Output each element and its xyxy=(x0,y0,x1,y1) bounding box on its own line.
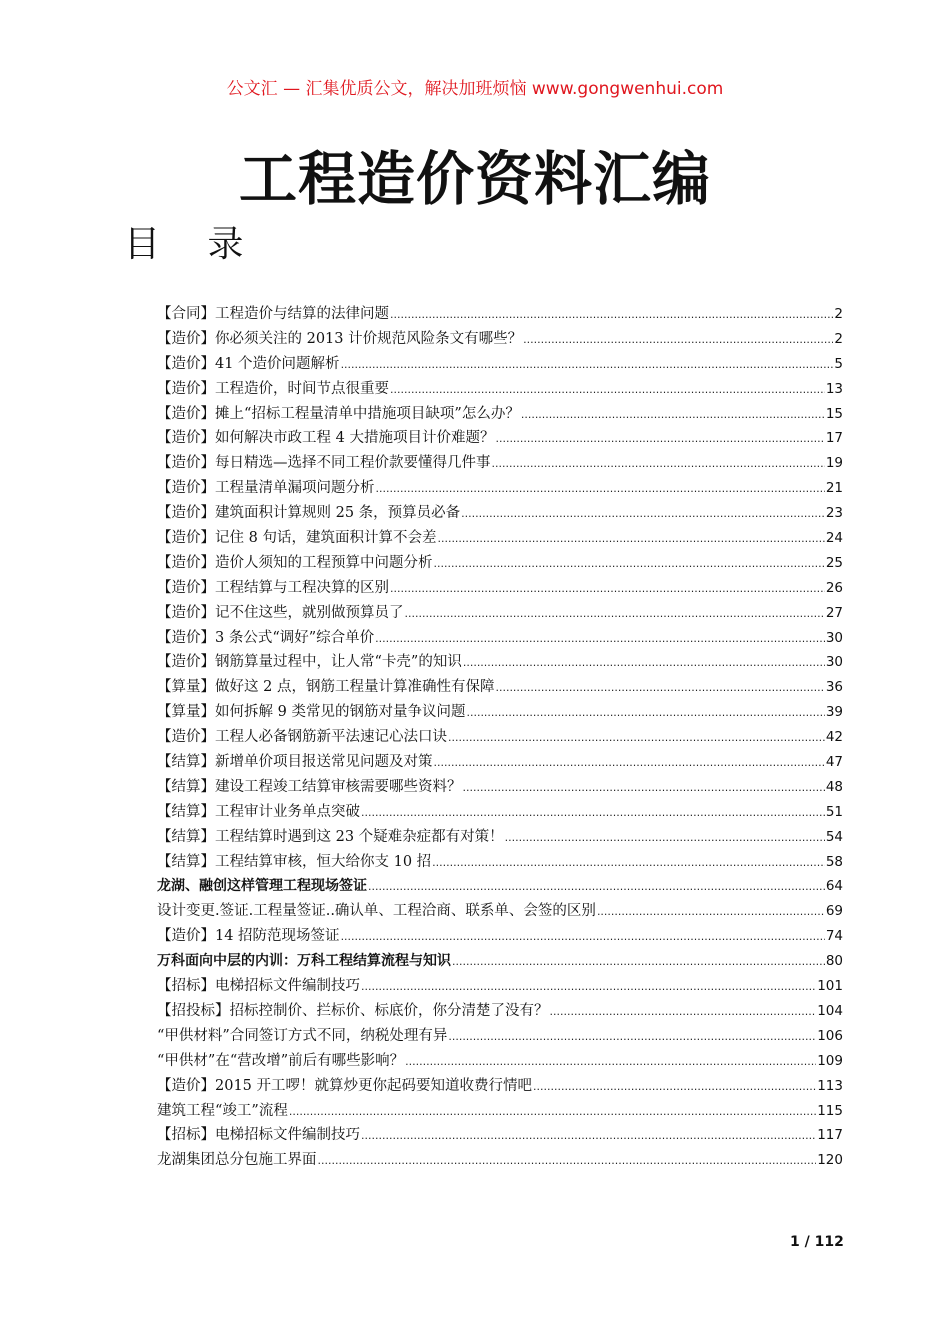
toc-entry[interactable] xyxy=(157,825,843,850)
toc-entry[interactable] xyxy=(157,949,843,974)
toc-entry[interactable] xyxy=(157,526,843,551)
toc-entry-title[interactable]: 【造价】3 条公式“调好”综合单价 xyxy=(157,629,375,646)
toc-entry-page[interactable]: 25 xyxy=(825,554,843,571)
toc-entry-page[interactable]: 101 xyxy=(817,978,843,995)
toc-entry[interactable] xyxy=(157,476,843,501)
toc-entry-title[interactable]: 【造价】如何解决市政工程 4 大措施项目计价难题？ xyxy=(157,430,495,447)
toc-entry-title[interactable]: 【造价】工程人必备钢筋新平法速记心法口诀 xyxy=(157,729,447,746)
toc-dot-leader xyxy=(492,452,825,477)
toc-dot-leader xyxy=(448,726,825,751)
toc-entry[interactable] xyxy=(157,999,843,1024)
toc-dot-leader xyxy=(466,701,824,726)
toc-entry-page[interactable]: 120 xyxy=(817,1152,843,1169)
toc-entry-title[interactable]: 龙湖集团总分包施工界面 xyxy=(157,1152,317,1169)
toc-entry[interactable] xyxy=(157,302,843,327)
toc-entry-page[interactable]: 21 xyxy=(825,480,843,497)
toc-entry-page[interactable]: 15 xyxy=(825,405,843,422)
toc-dot-leader xyxy=(495,427,824,452)
toc-dot-leader xyxy=(390,303,833,328)
toc-dot-leader xyxy=(368,875,825,900)
toc-entry-page[interactable]: 64 xyxy=(825,878,843,895)
page-number: 1 / 112 xyxy=(790,1234,844,1250)
document-title: 工程造价资料汇编 xyxy=(238,145,711,213)
toc-dot-leader xyxy=(505,826,825,851)
toc-dot-leader xyxy=(448,1025,816,1050)
toc-entry[interactable] xyxy=(157,451,843,476)
toc-entry-title[interactable]: 建筑工程“竣工”流程 xyxy=(157,1102,288,1119)
toc-entry-title[interactable]: “甲供材料”合同签订方式不同，纳税处理有异 xyxy=(157,1027,448,1044)
toc-dot-leader xyxy=(405,602,825,627)
toc-entry-page[interactable]: 58 xyxy=(825,853,843,870)
toc-entry[interactable] xyxy=(157,601,843,626)
toc-entry-page[interactable]: 115 xyxy=(817,1102,843,1119)
toc-entry-title[interactable]: 【造价】造价人须知的工程预算中问题分析 xyxy=(157,554,433,571)
toc-entry-title[interactable]: 【招标】电梯招标文件编制技巧 xyxy=(157,978,360,995)
toc-entry-title[interactable]: 【结算】新增单价项目报送常见问题及对策 xyxy=(157,754,433,771)
toc-entry[interactable] xyxy=(157,775,843,800)
toc-entry-page[interactable]: 106 xyxy=(817,1027,843,1044)
toc-entry-title[interactable]: 龙湖、融创这样管理工程现场签证 xyxy=(157,878,367,895)
toc-entry[interactable] xyxy=(157,626,843,651)
toc-entry-page[interactable]: 36 xyxy=(825,679,843,696)
toc-entry-title[interactable]: 【算量】做好这 2 点，钢筋工程量计算准确性有保障 xyxy=(157,679,495,696)
toc-entry[interactable] xyxy=(157,675,843,700)
toc-entry[interactable] xyxy=(157,750,843,775)
toc-entry[interactable] xyxy=(157,1123,843,1148)
toc-entry-title[interactable]: 【造价】14 招防范现场签证 xyxy=(157,928,340,945)
toc-dot-leader xyxy=(463,776,825,801)
toc-dot-leader xyxy=(361,975,816,1000)
toc-dot-leader xyxy=(390,577,825,602)
toc-entry-page[interactable]: 42 xyxy=(825,729,843,746)
toc-dot-leader xyxy=(376,477,825,502)
toc-entry-title[interactable]: 【造价】钢筋算量过程中，让人常“卡壳”的知识 xyxy=(157,654,462,671)
toc-entry[interactable] xyxy=(157,1074,843,1099)
toc-dot-leader xyxy=(341,353,834,378)
toc-entry-title[interactable]: 【结算】工程审计业务单点突破 xyxy=(157,803,360,820)
toc-entry-page[interactable]: 17 xyxy=(825,430,843,447)
toc-entry-title[interactable]: 【造价】工程结算与工程决算的区别 xyxy=(157,579,389,596)
toc-entry-title[interactable]: 【造价】摊上“招标工程量清单中措施项目缺项”怎么办？ xyxy=(157,405,520,422)
toc-entry-page[interactable]: 109 xyxy=(817,1052,843,1069)
toc-entry-page[interactable]: 39 xyxy=(825,704,843,721)
toc-dot-leader xyxy=(405,1050,816,1075)
toc-dot-leader xyxy=(461,502,825,527)
toc-entry[interactable] xyxy=(157,874,843,899)
toc-entry-title[interactable]: 【造价】你必须关注的 2013 计价规范风险条文有哪些？ xyxy=(157,330,523,347)
toc-entry-page[interactable]: 26 xyxy=(825,579,843,596)
toc-dot-leader xyxy=(434,751,825,776)
toc-dot-leader xyxy=(463,651,825,676)
toc-entry-page[interactable]: 30 xyxy=(825,629,843,646)
toc-dot-leader xyxy=(597,900,825,925)
toc-entry-title[interactable]: 【合同】工程造价与结算的法律问题 xyxy=(157,306,389,322)
toc-entry-title[interactable]: 【造价】记不住这些，就别做预算员了 xyxy=(157,604,404,621)
toc-entry-title[interactable]: 万科面向中层的内训：万科工程结算流程与知识 xyxy=(157,953,451,970)
toc-heading: 目 录 xyxy=(124,224,262,265)
toc-dot-leader xyxy=(341,925,825,950)
toc-dot-leader xyxy=(533,1075,816,1100)
toc-entry-title[interactable]: 【结算】工程结算审核，恒大给你支 10 招 xyxy=(157,853,432,870)
toc-dot-leader xyxy=(523,328,833,353)
toc-entry-title[interactable]: 【招投标】招标控制价、拦标价、标底价，你分清楚了没有？ xyxy=(157,1002,549,1019)
toc-entry-title[interactable]: 【结算】工程结算时遇到这 23 个疑难杂症都有对策！ xyxy=(157,828,504,845)
toc-dot-leader xyxy=(390,378,825,403)
toc-entry[interactable] xyxy=(157,800,843,825)
toc-entry-page[interactable]: 69 xyxy=(825,903,843,920)
toc-entry-title[interactable]: 【造价】工程造价，时间节点很重要 xyxy=(157,380,389,397)
toc-entry[interactable] xyxy=(157,1099,843,1124)
toc-dot-leader xyxy=(318,1149,817,1174)
toc-entry-page[interactable]: 23 xyxy=(825,505,843,522)
toc-entry-page[interactable]: 24 xyxy=(825,530,843,547)
toc-entry-title[interactable]: 【造价】41 个造价问题解析 xyxy=(157,355,340,372)
toc-dot-leader xyxy=(434,552,825,577)
toc-entry[interactable] xyxy=(157,899,843,924)
toc-entry-title[interactable]: 【造价】2015 开工啰！就算炒更你起码要知道收费行情吧 xyxy=(157,1077,533,1094)
toc-dot-leader xyxy=(495,676,824,701)
toc-entry[interactable] xyxy=(157,924,843,949)
toc-entry[interactable] xyxy=(157,725,843,750)
toc-entry[interactable] xyxy=(157,1049,843,1074)
toc-entry-page[interactable]: 5 xyxy=(834,355,843,372)
toc-entry-title[interactable]: 【造价】建筑面积计算规则 25 条，预算员必备 xyxy=(157,505,461,522)
toc-entry-title[interactable]: 【招标】电梯招标文件编制技巧 xyxy=(157,1127,360,1144)
toc-dot-leader xyxy=(361,801,825,826)
toc-entry-title[interactable]: 【造价】记住 8 句话，建筑面积计算不会差 xyxy=(157,530,437,547)
toc-entry-page[interactable]: 104 xyxy=(817,1002,843,1019)
toc-entry[interactable] xyxy=(157,850,843,875)
toc-dot-leader xyxy=(375,627,825,652)
toc-entry-title[interactable]: 【造价】工程量清单漏项问题分析 xyxy=(157,480,375,497)
toc-entry[interactable] xyxy=(157,352,843,377)
toc-entry-page[interactable]: 54 xyxy=(825,828,843,845)
toc-entry-page[interactable]: 74 xyxy=(825,928,843,945)
toc-entry[interactable] xyxy=(157,1148,843,1173)
toc-entry-page[interactable]: 2 xyxy=(834,330,843,347)
site-header-banner: 公文汇 — 汇集优质公文，解决加班烦恼 www.gongwenhui.com xyxy=(226,79,724,99)
toc-entry[interactable] xyxy=(157,974,843,999)
toc-entry[interactable] xyxy=(157,426,843,451)
toc-entry[interactable] xyxy=(157,551,843,576)
toc-entry[interactable] xyxy=(157,501,843,526)
toc-entry-page[interactable]: 47 xyxy=(825,754,843,771)
toc-entry-page[interactable]: 48 xyxy=(825,778,843,795)
toc-entry-page[interactable]: 80 xyxy=(825,953,843,970)
toc-dot-leader xyxy=(452,950,825,975)
toc-entry-page[interactable]: 2 xyxy=(834,306,843,322)
toc-entry-page[interactable]: 30 xyxy=(825,654,843,671)
toc-entry[interactable] xyxy=(157,327,843,352)
toc-entry[interactable] xyxy=(157,402,843,427)
toc-entry-page[interactable]: 27 xyxy=(825,604,843,621)
toc-entry-page[interactable]: 113 xyxy=(817,1077,843,1094)
toc-entry-page[interactable]: 117 xyxy=(817,1127,843,1144)
toc-entry[interactable] xyxy=(157,576,843,601)
toc-entry-page[interactable]: 51 xyxy=(825,803,843,820)
toc-dot-leader xyxy=(432,851,825,876)
table-of-contents xyxy=(157,302,843,1173)
toc-entry-title[interactable]: 【结算】建设工程竣工结算审核需要哪些资料？ xyxy=(157,778,462,795)
toc-entry-page[interactable]: 13 xyxy=(825,380,843,397)
toc-entry[interactable] xyxy=(157,700,843,725)
toc-entry-title[interactable]: 【造价】每日精选—选择不同工程价款要懂得几件事 xyxy=(157,455,491,472)
toc-entry[interactable] xyxy=(157,650,843,675)
toc-dot-leader xyxy=(550,1000,817,1025)
toc-dot-leader xyxy=(289,1100,816,1125)
toc-dot-leader xyxy=(361,1124,816,1149)
toc-entry[interactable] xyxy=(157,377,843,402)
toc-dot-leader xyxy=(521,403,825,428)
toc-entry-title[interactable]: 设计变更.签证.工程量签证..确认单、工程洽商、联系单、会签的区别 xyxy=(157,903,596,920)
toc-dot-leader xyxy=(437,527,824,552)
toc-entry-title[interactable]: 【算量】如何拆解 9 类常见的钢筋对量争议问题 xyxy=(157,704,466,721)
toc-entry[interactable] xyxy=(157,1024,843,1049)
toc-entry-title[interactable]: “甲供材”在“营改增”前后有哪些影响？ xyxy=(157,1052,405,1069)
toc-entry-page[interactable]: 19 xyxy=(825,455,843,472)
